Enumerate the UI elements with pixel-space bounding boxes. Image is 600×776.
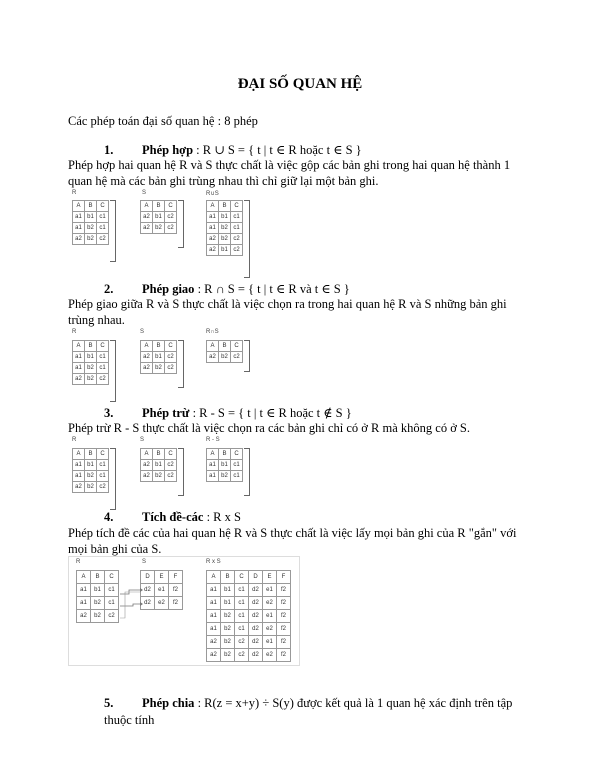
table-header-cell: A [73,201,85,212]
section-1-desc-line-2: quan hệ mà các bản ghi trùng nhau thì chỉ giữ lại một bản ghi. [68,174,379,188]
table-row [207,352,243,363]
table-header-cell: B [85,449,97,460]
table-cell: a1 [73,363,85,374]
table-header-row [73,449,109,460]
section-3-heading: 3. Phép trừ : R - S = { t | t ∈ R hoặc t ∉ S } [104,406,352,420]
table-header-cell: C [231,449,243,460]
table-cell: c1 [231,212,243,223]
table-header-cell: B [153,341,165,352]
table-cell: b2 [153,471,165,482]
table-header-cell: C [231,341,243,352]
table-cell: b1 [153,352,165,363]
table-cell: b1 [219,460,231,471]
table-cell: c1 [97,223,109,234]
section-1-heading: 1. Phép hợp : R ∪ S = { t | t ∈ R hoặc t ∈ S } [104,143,362,157]
table-cell: b2 [221,610,235,623]
intersection-table-r [72,340,109,385]
table-cell: d2 [141,597,155,610]
table-cell: b2 [85,234,97,245]
table-cell: c2 [165,352,177,363]
table-cell: c1 [235,623,249,636]
table-cell: a2 [73,482,85,493]
table-label-s: S [142,190,147,196]
table-cell: e1 [263,584,277,597]
table-header-cell: B [153,201,165,212]
table-cell: e2 [155,597,169,610]
table-bracket [110,340,116,402]
table-header-cell: B [221,571,235,584]
table-cell: c2 [165,471,177,482]
table-header-row [207,449,243,460]
table-cell: a2 [207,234,219,245]
table-cell: f2 [277,610,291,623]
table-header-cell: A [207,571,221,584]
table-cell: b2 [221,636,235,649]
table-row [73,471,109,482]
table-label-s: S [142,559,147,565]
table-header-cell: A [207,201,219,212]
intersection-table-s [140,340,177,374]
table-cell: f2 [169,584,183,597]
table-row [141,352,177,363]
table-cell: c2 [165,223,177,234]
table-header-row [207,201,243,212]
table-cell: c1 [231,471,243,482]
table-label-r: R [76,559,81,565]
table-header-cell: C [235,571,249,584]
table-row [141,460,177,471]
table-header-cell: B [219,341,231,352]
table-header-cell: A [207,341,219,352]
table-cell: a1 [77,597,91,610]
table-header-cell: C [165,449,177,460]
section-1-desc-line-1: Phép hợp hai quan hệ R và S thực chất là việc gộp các bản ghi trong hai quan hệ thành 1 [68,158,511,172]
table-cell: e2 [263,597,277,610]
table-bracket [178,200,184,248]
table-cell: c2 [105,610,119,623]
table-cell: a1 [73,223,85,234]
table-cell: a1 [207,584,221,597]
table-row [207,245,243,256]
intro-text: Các phép toán đại số quan hệ : 8 phép [68,114,258,128]
table-label-s: S [140,437,145,443]
table-cell: d2 [249,623,263,636]
union-table-result [206,200,243,256]
table-header-cell: E [263,571,277,584]
table-cell: c1 [231,460,243,471]
table-row [141,471,177,482]
table-cell: c2 [231,245,243,256]
table-header-cell: E [155,571,169,584]
table-bracket [178,448,184,496]
section-5-desc-line-1: thuộc tính [104,713,155,727]
table-cell: f2 [277,584,291,597]
table-header-row [141,341,177,352]
table-cell: b2 [219,471,231,482]
table-row [73,363,109,374]
table-cell: c1 [97,363,109,374]
difference-table-s [140,448,177,482]
table-header-row [73,341,109,352]
table-cell: c1 [235,610,249,623]
table-cell: c1 [235,584,249,597]
difference-table-result [206,448,243,482]
table-header-cell: D [141,571,155,584]
table-header-cell: A [141,201,153,212]
table-cell: d2 [249,584,263,597]
table-cell: a1 [73,212,85,223]
table-cell: b2 [219,223,231,234]
table-row [73,374,109,385]
table-cell: d2 [141,584,155,597]
table-bracket [244,340,250,372]
table-cell: f2 [277,649,291,662]
table-cell: c2 [231,352,243,363]
table-row [73,482,109,493]
table-header-cell: B [85,341,97,352]
table-cell: a1 [73,352,85,363]
table-cell: b2 [219,352,231,363]
table-cell: f2 [277,623,291,636]
table-cell: a1 [73,460,85,471]
union-table-s [140,200,177,234]
table-cell: c1 [105,597,119,610]
table-cell: c2 [165,460,177,471]
table-row [73,234,109,245]
table-cell: b1 [219,245,231,256]
intersection-table-result [206,340,243,363]
table-cell: d2 [249,649,263,662]
table-header-cell: F [169,571,183,584]
table-cell: a1 [73,471,85,482]
table-cell: a1 [207,223,219,234]
table-bracket [178,340,184,388]
section-3-desc-line-1: Phép trừ R - S thực chất là việc chọn ra các bản ghi chỉ có ở R mà không có ở S. [68,421,471,435]
table-cell: c2 [235,649,249,662]
table-cell: c1 [235,597,249,610]
table-cell: d2 [249,636,263,649]
table-cell: b2 [221,649,235,662]
table-header-cell: B [153,449,165,460]
table-label-intersection: R∩S [206,329,219,335]
table-cell: a2 [141,471,153,482]
table-cell: c1 [97,460,109,471]
table-header-cell: D [249,571,263,584]
table-cell: d2 [249,597,263,610]
table-cell: e1 [155,584,169,597]
table-cell: c2 [231,234,243,245]
table-header-cell: A [141,341,153,352]
table-cell: b2 [91,597,105,610]
table-cell: b1 [85,460,97,471]
table-label-product: R x S [206,559,221,565]
table-header-cell: A [77,571,91,584]
table-header-cell: C [97,341,109,352]
table-cell: c1 [97,212,109,223]
table-cell: f2 [169,597,183,610]
table-cell: b2 [153,363,165,374]
table-cell: b1 [153,212,165,223]
table-cell: a1 [207,471,219,482]
table-cell: c2 [97,482,109,493]
table-row [73,460,109,471]
table-label-union: R∪S [206,191,219,197]
table-cell: b1 [221,584,235,597]
table-label-r: R [72,190,77,196]
table-cell: b2 [85,471,97,482]
table-cell: c1 [105,584,119,597]
section-4-desc-line-1: Phép tích đề các của hai quan hệ R và S thực chất là việc lấy mọi bản ghi của R "gắn" với [68,526,517,540]
table-header-cell: F [277,571,291,584]
table-cell: a1 [207,212,219,223]
table-cell: c1 [231,223,243,234]
table-bracket [244,200,250,278]
table-header-row [141,201,177,212]
table-header-cell: B [91,571,105,584]
section-5-heading: 5. Phép chia : R(z = x+y) ÷ S(y) được kết quả là 1 quan hệ xác định trên tập [104,696,513,710]
table-cell: d2 [249,610,263,623]
table-cell: b2 [85,363,97,374]
table-header-cell: C [105,571,119,584]
table-cell: c2 [97,234,109,245]
table-cell: a2 [141,223,153,234]
table-header-cell: A [207,449,219,460]
table-header-cell: C [97,449,109,460]
section-2-desc-line-2: trùng nhau. [68,313,125,327]
section-4-desc-line-2: mọi bản ghi của S. [68,542,162,556]
table-cell: a1 [207,610,221,623]
table-cell: e1 [263,636,277,649]
table-row [207,212,243,223]
table-bracket [110,200,116,262]
table-cell: c1 [97,352,109,363]
table-cell: a1 [77,584,91,597]
table-header-row [141,449,177,460]
section-4-heading: 4. Tích đề-các : R x S [104,510,241,524]
table-bracket [110,448,116,510]
table-cell: b1 [219,212,231,223]
table-row [73,352,109,363]
table-cell: a2 [141,212,153,223]
table-row [207,471,243,482]
table-row [141,212,177,223]
table-header-cell: C [231,201,243,212]
table-row [73,223,109,234]
table-cell: a2 [77,610,91,623]
table-cell: e1 [263,610,277,623]
table-cell: c2 [165,212,177,223]
table-header-cell: C [165,341,177,352]
table-cell: c2 [97,374,109,385]
section-2-heading: 2. Phép giao : R ∩ S = { t | t ∈ R và t ∈ S } [104,282,350,296]
table-header-row [207,341,243,352]
table-cell: b2 [85,374,97,385]
table-row [207,223,243,234]
table-label-r: R [72,437,77,443]
table-cell: a2 [207,649,221,662]
table-cell: a2 [207,245,219,256]
table-row [207,234,243,245]
table-cell: b2 [85,482,97,493]
table-cell: a1 [207,460,219,471]
table-header-cell: A [73,449,85,460]
table-header-cell: B [219,201,231,212]
table-row [141,223,177,234]
table-cell: a1 [207,623,221,636]
table-bracket [244,448,250,496]
page-title: ĐẠI SỐ QUAN HỆ [237,76,363,92]
table-cell: b1 [85,212,97,223]
table-cell: e2 [263,623,277,636]
table-cell: a2 [207,352,219,363]
table-cell: c2 [235,636,249,649]
table-label-s: S [140,329,145,335]
table-cell: c1 [97,471,109,482]
table-cell: b2 [153,223,165,234]
table-cell: c2 [165,363,177,374]
table-cell: b2 [91,610,105,623]
table-cell: b1 [221,597,235,610]
table-header-cell: B [219,449,231,460]
table-cell: f2 [277,597,291,610]
table-row [141,363,177,374]
table-header-cell: A [141,449,153,460]
table-label-r: R [72,329,77,335]
table-cell: b2 [221,623,235,636]
section-2-desc-line-1: Phép giao giữa R và S thực chất là việc chọn ra trong hai quan hệ R và S những bản ghi [68,297,507,311]
product-figure-frame [68,556,300,666]
table-cell: e2 [263,649,277,662]
difference-table-r [72,448,109,493]
table-cell: b2 [85,223,97,234]
table-row [207,460,243,471]
table-label-difference: R - S [206,437,220,443]
table-header-row [73,201,109,212]
union-table-r [72,200,109,245]
table-header-cell: B [85,201,97,212]
table-cell: a2 [73,234,85,245]
table-row [73,212,109,223]
table-cell: a2 [73,374,85,385]
table-cell: b2 [219,234,231,245]
table-cell: a2 [141,352,153,363]
table-header-cell: A [73,341,85,352]
table-cell: a2 [141,460,153,471]
table-cell: b1 [153,460,165,471]
table-cell: a2 [207,636,221,649]
table-cell: b1 [85,352,97,363]
table-header-cell: C [165,201,177,212]
table-cell: a1 [207,597,221,610]
table-header-cell: C [97,201,109,212]
table-cell: f2 [277,636,291,649]
table-cell: b1 [91,584,105,597]
table-cell: a2 [141,363,153,374]
